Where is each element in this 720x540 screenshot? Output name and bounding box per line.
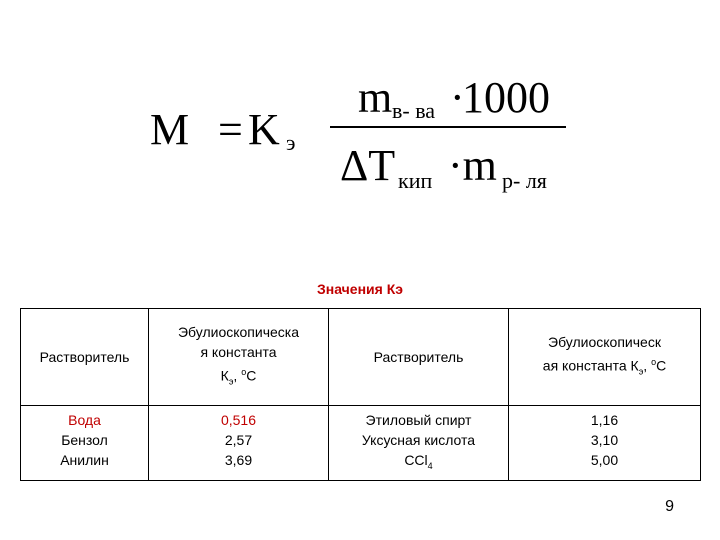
left-values-cell	[149, 406, 329, 481]
formula-numerator-subscript: в- ва	[392, 98, 436, 123]
table-caption: Значения Кэ	[317, 281, 403, 297]
right-values-cell	[509, 406, 701, 481]
formula-denominator-subscript: кип	[398, 168, 433, 193]
constant-value: 3,10	[590, 432, 619, 448]
header-constant-1: Эбулиоскопическа я константа $К_э$, $^о$С	[149, 309, 329, 406]
solvent-name: CCl	[404, 452, 428, 468]
solvent-name: Анилин	[60, 452, 109, 468]
constant-value: 2,57	[224, 432, 253, 448]
page-number: 9	[665, 498, 674, 515]
formula-k-subscript: э	[286, 130, 296, 155]
constant-value: 0,516	[220, 412, 257, 428]
constant-value: 5,00	[590, 452, 619, 468]
header-solvent-2: Растворитель	[329, 309, 509, 406]
formula-denominator-subscript-2: р- ля	[502, 168, 547, 193]
ebullioscopic-table	[20, 308, 701, 481]
table-row	[21, 406, 701, 481]
formula-equals: =	[218, 105, 243, 154]
table-header-row	[21, 309, 701, 406]
solvent-name: Вода	[68, 412, 101, 428]
formula-lhs: M	[150, 105, 190, 154]
solvent-name: Уксусная кислота	[361, 432, 476, 448]
formula-numerator-m: m	[358, 73, 393, 122]
solvent-name: Этиловый спирт	[365, 412, 472, 428]
solvent-name: Бензол	[61, 432, 108, 448]
formula-numerator-value: 1000	[462, 73, 550, 122]
molar-mass-formula	[150, 70, 590, 210]
formula-k: K	[248, 105, 280, 154]
left-solvents-cell	[21, 406, 149, 481]
formula-denominator-delta-t: ΔT	[340, 141, 396, 190]
fraction-bar	[330, 126, 566, 128]
formula-denominator-m: ·m	[448, 141, 497, 190]
constant-value: 1,16	[590, 412, 619, 428]
header-solvent-1: Растворитель	[21, 309, 149, 406]
right-solvents-cell: Этиловый спирт Уксусная кислота CCl$_4$	[329, 406, 509, 481]
header-constant-2: Эбулиоскопическ ая константа $К_э$, $^о$С	[509, 309, 701, 406]
constant-value: 3,69	[224, 452, 253, 468]
formula-numerator-dot: ·	[450, 73, 465, 122]
